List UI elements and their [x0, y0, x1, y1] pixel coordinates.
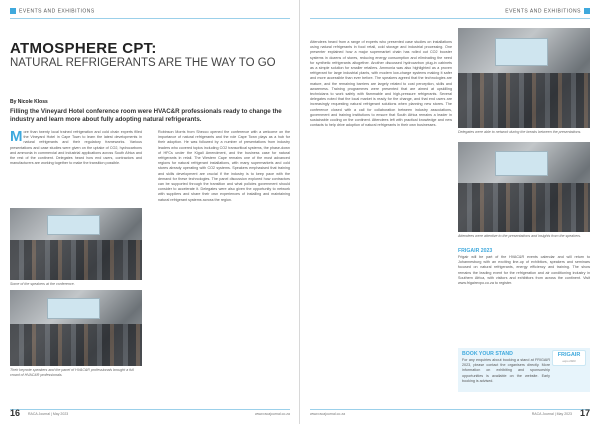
projector-screen [495, 151, 548, 176]
left-header [0, 8, 300, 16]
column-1 [10, 130, 142, 166]
section-tag-left [10, 8, 95, 14]
booking-text: For any enquiries about booking a stand at FRIGAIR 2023, please contact the organisers directly. More information on exhibiting and sponsorship opportunities is available on the website. Early booking is advised. [462, 358, 550, 383]
right-header [300, 8, 600, 16]
column-3 [310, 40, 452, 128]
audience [458, 73, 590, 128]
footer-publication: RACA Journal | May 2023 [531, 412, 572, 416]
audience [10, 240, 142, 280]
photo-1-caption: Some of the speakers at the conference. [10, 282, 75, 286]
article-byline: By Nicole Kloss [10, 99, 48, 105]
footer-url[interactable]: www.racajournal.co.za [254, 412, 290, 416]
conference-photo-1 [10, 208, 142, 280]
column-1-text [10, 130, 142, 166]
projector-screen [495, 38, 548, 66]
conference-photo-3 [458, 28, 590, 128]
drop-cap: M [10, 128, 23, 145]
photo-4-caption: Attendees were attentive to the presentations and insights from the speakers. [458, 234, 582, 238]
section-label: EVENTS AND EXHIBITIONS [505, 8, 581, 15]
column-3-text: Attendees heard from a range of experts who presented case studies on installations using natural refrigerants in food retail, cold storage and industrial processing. One presenter explained how a major supermarket chain has rolled out CO2 booster systems in dozens of stores, reducing energy consumption and eliminating the need for synthetic refrigerants altogether. Another discussed hydrocarbon plug-in cabinets as a simple solution for smaller retailers. Ammonia was also highlighted as a proven refrigerant for large industrial plants, with modern low-charge systems making it safer and more accessible than ever before. The speakers agreed that the technologies are mature, and the remaining barriers are largely related to cost perception, skills and awareness. Training programmes were presented that are aimed at upskilling technicians to work safely with flammable and high-pressure refrigerants. Several delegates noted that the local market is ready for the change, and that end users are increasingly requesting natural refrigerant solutions when planning new stores. The conference closed with a call for collaboration between industry associations, government and training institutions to ensure that South Africa remains a leader in sustainable cooling on the continent. Attendees left with practical knowledge and new contacts to help drive adoption of natural refrigerants in their own businesses. [310, 40, 452, 128]
section-square-icon [584, 8, 590, 14]
section-tag-right [505, 8, 590, 14]
column-2 [158, 130, 290, 203]
audience [10, 324, 142, 366]
footer-url[interactable]: www.racajournal.co.za [310, 412, 346, 416]
header-rule [10, 18, 290, 19]
article-intro: Filling the Vineyard Hotel conference room were HVAC&R professionals ready to change the industry and learn more about fully adopting natural refrigerants. [10, 108, 282, 123]
projector-screen [47, 298, 100, 319]
logo-text: FRIGAIR [557, 352, 581, 358]
article-subhead: NATURAL REFRIGERANTS ARE THE WAY TO GO [10, 57, 276, 69]
right-footer [300, 408, 600, 418]
column-4 [458, 248, 590, 286]
article-headline: ATMOSPHERE CPT: [10, 40, 157, 57]
left-footer [0, 408, 300, 418]
right-page [300, 0, 600, 424]
booking-title: BOOK YOUR STAND [462, 351, 513, 357]
conference-photo-4 [458, 142, 590, 232]
page-number-right: 17 [579, 408, 590, 418]
conference-photo-2 [10, 290, 142, 366]
sidebar-text: Frigair will be part of the HVAC&R events calendar and will return to Johannesburg with an exciting line-up of exhibitors, speakers and seminars focused on natural refrigerants, energy efficiency and training. The show remains the leading event for the refrigeration and air conditioning industry in Southern Africa, with visitors and exhibitors from across the continent. Visit www.frigairexpo.co.za to register. [458, 255, 590, 286]
sidebar-title: FRIGAIR 2023 [458, 248, 493, 254]
header-rule [310, 18, 590, 19]
page-number-left: 16 [10, 408, 21, 418]
section-square-icon [10, 8, 16, 14]
logo-subtext: expo 2023 [562, 359, 576, 363]
photo-2-caption: Their keynote speakers and the panel of HVAC&R professionals brought a full crowd of HVAC&R professionals. [10, 368, 134, 377]
footer-publication: RACA Journal | May 2023 [28, 412, 69, 416]
frigair-logo [552, 350, 586, 366]
column-1-paragraph: ore than twenty local trained refrigeration and cold chain experts filled the Vineyard Hotel in Cape Town to learn the latest developments in natural refrigerants and their regulatory frameworks. Various presentations and case studies were given on the uptake of CO2, hydrocarbons and ammonia in commercial and industrial applications across South Africa and the rest of the continent. Delegates heard how end users, contractors and manufacturers are working together to make the transition possible. [10, 130, 142, 166]
section-label: EVENTS AND EXHIBITIONS [19, 8, 95, 15]
booking-box [458, 348, 590, 392]
column-2-text: Robinson Morris from Shecco opened the conference with a welcome on the importance of natural refrigerants and the role Cape Town plays as a hub for their adoption. He was followed by a number of presentations from industry leaders who covered topics including CO2 transcritical systems, the phase-down of HFCs under the Kigali Amendment, and the business case for natural refrigerants in retail. The Western Cape remains one of the most advanced regions for natural refrigerant installations, with many supermarkets and cold stores already operating with CO2 systems. Speakers emphasised that training and skills development are crucial if the industry is to keep pace with the demand for these technologies. The panel discussion explored how contractors can be supported through the transition and what policies government should consider to accelerate it. Delegates were also given the opportunity to network with suppliers and share their own experiences of installing and maintaining natural refrigerant systems across the region. [158, 130, 290, 202]
projector-screen [47, 215, 100, 235]
audience [458, 183, 590, 233]
photo-3-caption: Delegates were able to network during the breaks between the presentations. [458, 130, 582, 134]
